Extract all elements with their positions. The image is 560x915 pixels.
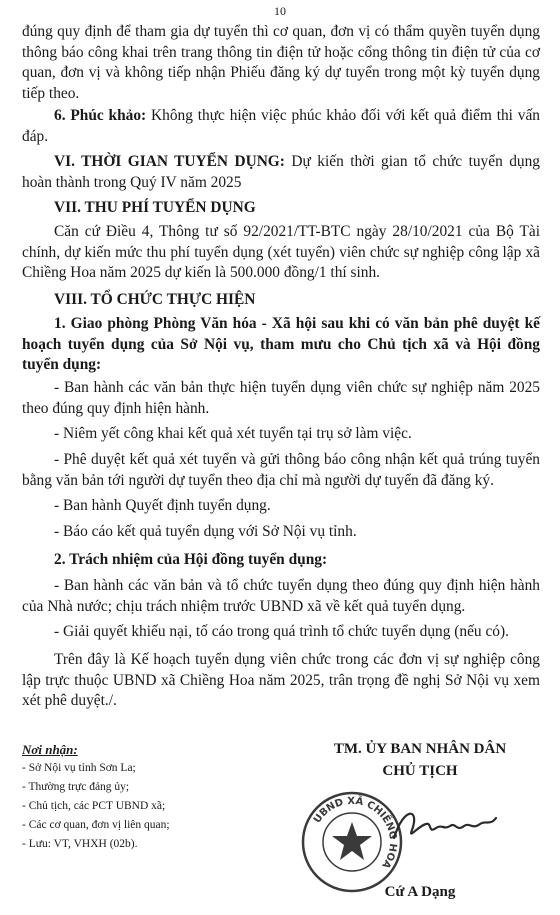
list-item: - Ban hành Quyết định tuyển dụng.	[54, 497, 271, 514]
recipient-item: - Sở Nội vụ tỉnh Sơn La;	[22, 762, 136, 774]
recipients-block	[22, 740, 252, 854]
page-number: 10	[274, 4, 286, 18]
paragraph-continuation: đúng quy định để tham gia dự tuyển thì cơ quan, đơn vị có thẩm quyền tuyển dụng thông báo công khai trên trang thông tin điện tử hoặc cổng thông tin điện tử của cơ quan, đơn vị và không tiếp nhận Phiếu đăng ký dự tuyển trong một kỳ tuyển dụng tiếp theo.	[22, 23, 540, 102]
section-vii-title: VII. THU PHÍ TUYỂN DỤNG	[54, 199, 256, 216]
appeal-heading: 6. Phúc khảo:	[54, 107, 147, 124]
list-item: - Niêm yết công khai kết quả xét tuyển tại trụ sở làm việc.	[54, 425, 412, 442]
recipients-heading: Nơi nhận:	[22, 742, 78, 757]
signer-name: Cứ A Dạng	[384, 884, 456, 900]
handwritten-signature-icon	[390, 800, 500, 850]
section-vi	[22, 152, 540, 193]
section-viii-title: VIII. TỔ CHỨC THỰC HIỆN	[54, 291, 256, 308]
section-viii-item-2-text: 2. Trách nhiệm của Hội đồng tuyển dụng:	[54, 551, 328, 568]
signing-title: CHỦ TỊCH	[382, 763, 458, 779]
svg-text:UBND XÃ CHIỀNG HOA: UBND XÃ CHIỀNG HOA	[311, 795, 399, 871]
signature-block	[300, 738, 540, 782]
section-viii-item-1	[22, 314, 540, 376]
list-item: - Ban hành các văn bản và tổ chức tuyển dụng theo đúng quy định hiện hành của Nhà nước; chịu trách nhiệm trước UBND xã về kết quả tuyển dụng.	[22, 577, 540, 615]
section-viii-heading	[22, 290, 540, 311]
recipient-item: - Lưu: VT, VHXH (02b).	[22, 838, 138, 850]
recipient-item: - Thường trực đảng ủy;	[22, 781, 130, 793]
list-item: - Phê duyệt kết quả xét tuyển và gửi thông báo công nhận kết quả trúng tuyển bằng văn bản tới người dự tuyển theo địa chỉ mà người dự tuyển đã đăng ký.	[22, 451, 540, 489]
list-item: - Báo cáo kết quả tuyển dụng với Sở Nội vụ tỉnh.	[54, 523, 357, 540]
section-viii-item-2	[22, 550, 540, 571]
recipient-item: - Các cơ quan, đơn vị liên quan;	[22, 819, 170, 831]
section-vii-text: Căn cứ Điều 4, Thông tư số 92/2021/TT-BTC ngày 28/10/2021 của Bộ Tài chính, dự kiến mức thu phí tuyển dụng (xét tuyển) viên chức sự nghiệp công lập xã Chiềng Hoa năm 2025 dự kiến là 500.000 đồng/1 thí sinh.	[22, 223, 540, 281]
section-viii-item-1-text: 1. Giao phòng Phòng Văn hóa - Xã hội sau khi có văn bản phê duyệt kế hoạch tuyển dụng của Sở Nội vụ, tham mưu cho Chủ tịch xã và Hội đồng tuyển dụng:	[22, 315, 540, 373]
section-vi-heading: VI. THỜI GIAN TUYỂN DỤNG:	[54, 153, 285, 170]
section-vii-heading	[22, 198, 540, 219]
list-item: - Giải quyết khiếu nại, tố cáo trong quá trình tổ chức tuyển dụng (nếu có).	[54, 623, 509, 640]
list-item: - Ban hành các văn bản thực hiện tuyển dụng viên chức sự nghiệp năm 2025 theo đúng quy định hiện hành.	[22, 379, 540, 417]
section-vi-text: Dự kiến thời gian tổ chức tuyển dụng hoàn thành trong Quý IV năm 2025	[22, 153, 540, 191]
signing-organization: TM. ỦY BAN NHÂN DÂN	[333, 741, 507, 757]
recipient-item: - Chủ tịch, các PCT UBND xã;	[22, 800, 166, 812]
closing-paragraph: Trên đây là Kế hoạch tuyển dụng viên chức trong các đơn vị sự nghiệp công lập trực thuộc UBND xã Chiềng Hoa năm 2025, trân trọng đề nghị Sở Nội vụ xem xét phê duyệt./.	[22, 651, 540, 709]
official-seal-icon	[300, 790, 404, 894]
section-5-6-appeal	[22, 106, 540, 147]
appeal-text: Không thực hiện việc phúc khảo đối với kết quả điểm thi vấn đáp.	[22, 107, 540, 145]
